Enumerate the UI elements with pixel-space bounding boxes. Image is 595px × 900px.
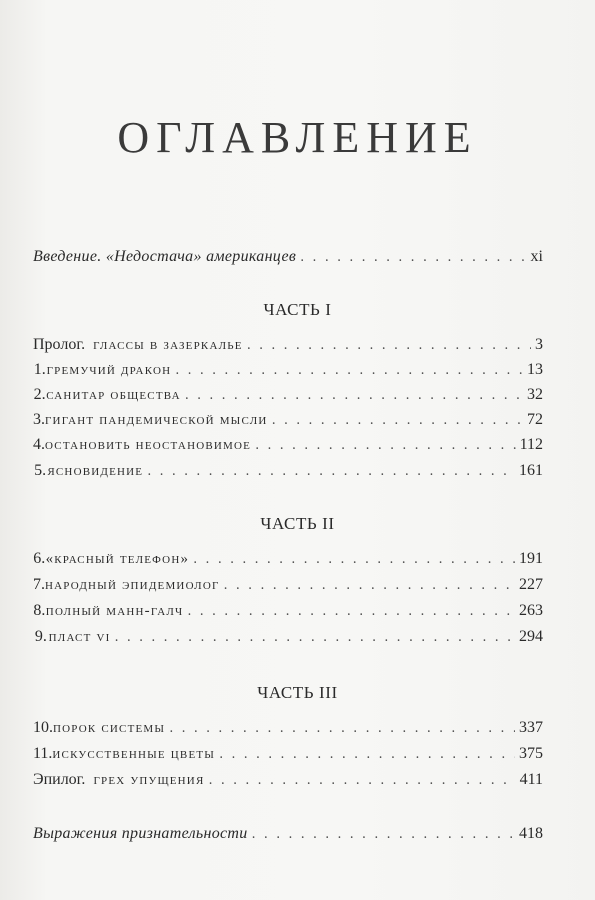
toc-entry-prefix: Пролог. [33, 336, 86, 353]
toc-page-number: 227 [519, 576, 543, 593]
toc-entry-chapter-10[interactable] [33, 719, 543, 737]
chapter-number: 6. [33, 550, 46, 567]
toc-page-number: 337 [519, 719, 543, 736]
toc-entry-label: санитар общества [46, 387, 181, 403]
toc-page-number: 411 [519, 771, 543, 788]
toc-entry-label: искусственные цветы [52, 746, 216, 762]
toc-page-number: 3 [535, 336, 543, 353]
part-heading-1: ЧАСТЬ I [263, 300, 332, 319]
toc-entry-chapter-7[interactable] [33, 576, 543, 594]
part-heading-3: ЧАСТЬ III [257, 683, 338, 702]
toc-entry-label: остановить неостановимое [45, 437, 252, 453]
dot-leader [255, 438, 516, 453]
chapter-number: 5. [34, 462, 47, 479]
chapter-number: 10. [33, 719, 53, 736]
page-title: ОГЛАВЛЕНИЕ [117, 113, 478, 162]
toc-entry-chapter-2[interactable] [33, 386, 543, 404]
dot-leader [209, 773, 516, 788]
toc-page-number: 161 [519, 462, 543, 479]
chapter-number: 4. [33, 436, 45, 453]
toc-page-number: 418 [519, 825, 543, 842]
toc-entry-label: «красный телефон» [45, 551, 190, 567]
dot-leader [187, 604, 515, 619]
chapter-number: 9. [34, 628, 47, 645]
chapter-number: 2. [33, 386, 46, 403]
dot-leader [175, 363, 523, 378]
toc-entry-label: глассы в зазеркалье [93, 337, 243, 353]
toc-entry-label: Выражения признательности [33, 825, 248, 842]
toc-page-number: 375 [519, 745, 543, 762]
toc-page-number: 32 [527, 386, 543, 403]
toc-entry-label: ясновидение [47, 463, 144, 479]
dot-leader [224, 578, 515, 593]
toc-entry-chapter-3[interactable] [33, 411, 543, 429]
dot-leader [185, 388, 523, 403]
toc-entry-label: пласт vi [48, 629, 111, 645]
toc-entry-label: гигант пандемической мысли [45, 412, 268, 428]
toc-entry-chapter-11[interactable] [33, 745, 543, 763]
dot-leader [300, 250, 526, 265]
toc-entry-label: народный эпидемиолог [45, 577, 220, 593]
dot-leader [219, 747, 515, 762]
toc-page-number: 72 [527, 411, 543, 428]
toc-entry-label: гремучий дракон [46, 362, 172, 378]
toc-entry-label: полный манн-галч [45, 603, 184, 619]
toc-page-number: 294 [519, 628, 543, 645]
toc-page-number: 112 [519, 436, 543, 453]
dot-leader [272, 413, 523, 428]
chapter-number: 8. [33, 602, 46, 619]
toc-entry-chapter-6[interactable] [33, 550, 543, 568]
toc-page-number: xi [530, 248, 543, 265]
part-heading-2: ЧАСТЬ II [260, 514, 335, 533]
dot-leader [147, 464, 515, 479]
chapter-number: 11. [33, 745, 53, 762]
chapter-number: 7. [33, 576, 45, 593]
toc-entry-chapter-1[interactable] [33, 361, 543, 379]
dot-leader [247, 338, 531, 353]
toc-entry-label: Введение. «Недостача» американцев [33, 248, 297, 265]
toc-page-number: 263 [519, 602, 543, 619]
toc-entry-prologue[interactable] [33, 336, 543, 354]
dot-leader [169, 721, 515, 736]
toc-entry-prefix: Эпилог. [33, 771, 86, 788]
dot-leader [114, 630, 515, 645]
toc-entry-chapter-4[interactable] [33, 436, 543, 454]
toc-page-number: 191 [519, 550, 543, 567]
toc-entry-epilogue[interactable] [33, 771, 543, 789]
dot-leader [252, 827, 515, 842]
toc-entry-label: порок системы [53, 720, 166, 736]
toc-entry-chapter-5[interactable] [33, 462, 543, 480]
dot-leader [193, 552, 515, 567]
toc-entry-intro[interactable] [33, 248, 543, 266]
toc-entry-acknowledgements[interactable] [33, 825, 543, 843]
toc-page-number: 13 [527, 361, 543, 378]
chapter-number: 3. [33, 411, 45, 428]
toc-entry-chapter-9[interactable] [33, 628, 543, 646]
toc-entry-chapter-8[interactable] [33, 602, 543, 620]
toc-entry-label: грех упущения [93, 772, 205, 788]
chapter-number: 1. [33, 361, 46, 378]
